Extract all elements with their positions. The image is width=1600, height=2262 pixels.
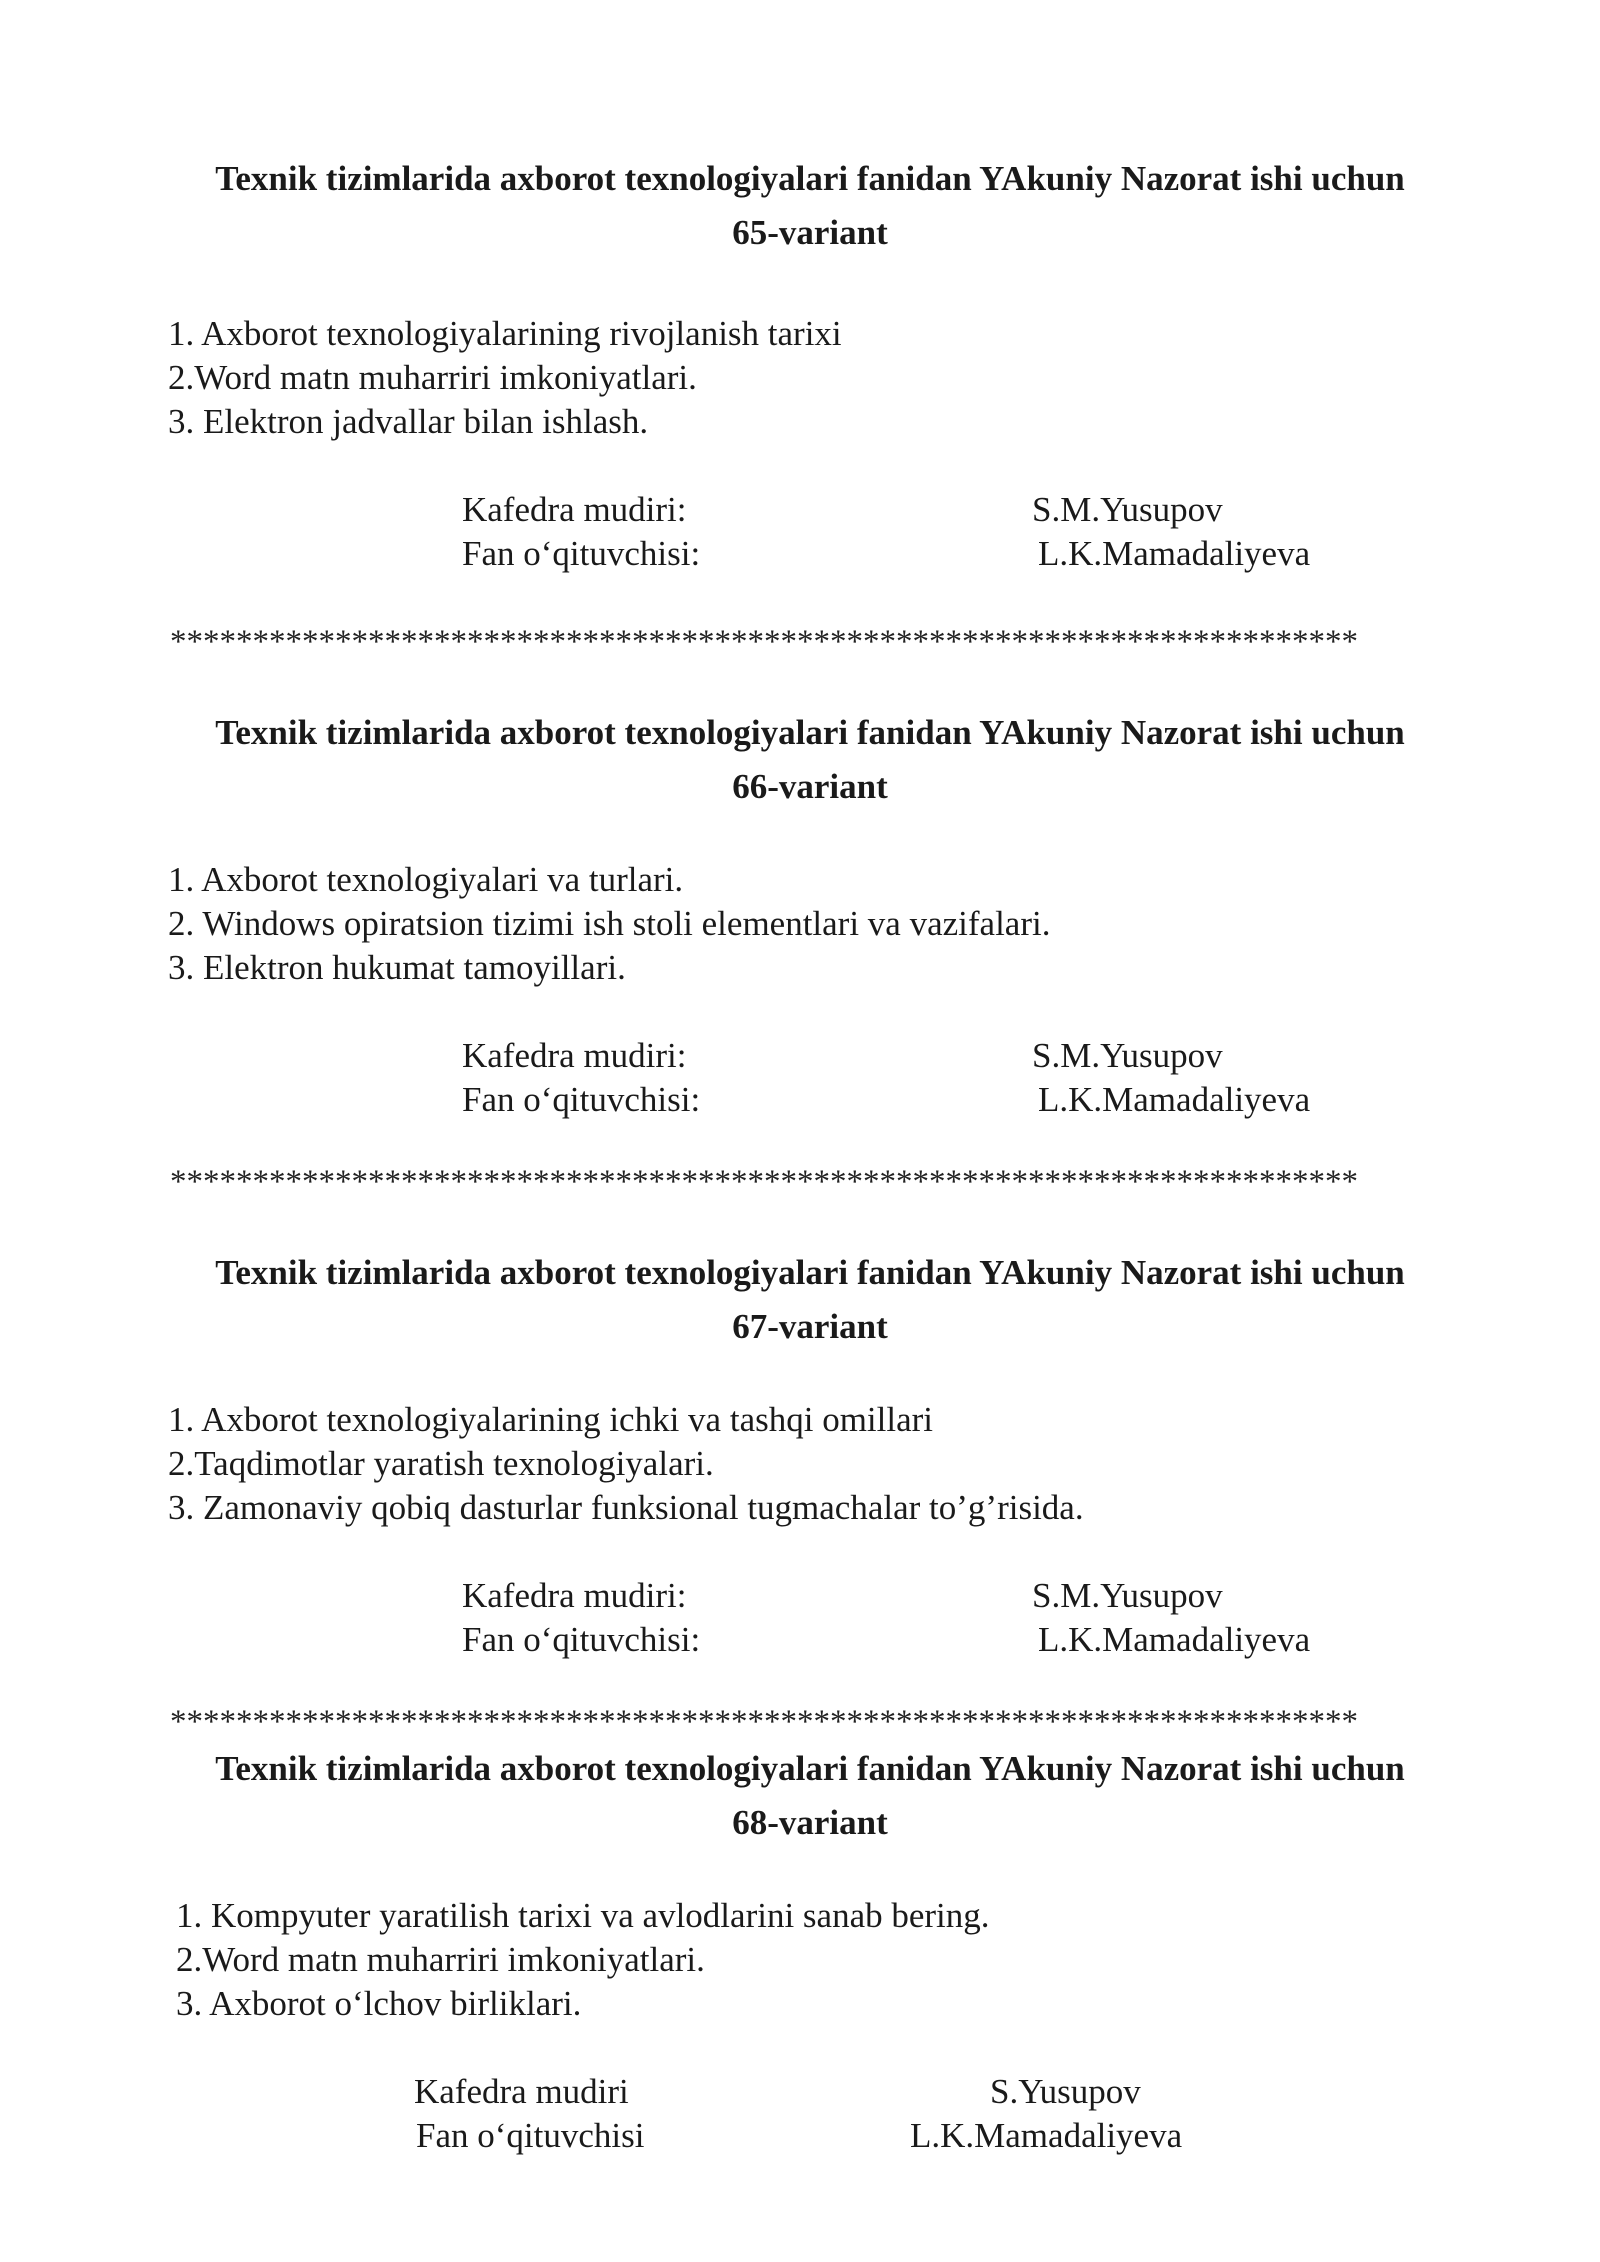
variant-title	[160, 152, 1460, 260]
signature-label: Fan o‘qituvchisi:	[462, 1080, 701, 1119]
signature-name: S.M.Yusupov	[1032, 1576, 1223, 1615]
question-item: 2.Word matn muharriri imkoniyatlari.	[176, 1940, 705, 1979]
question-item: 3. Elektron jadvallar bilan ishlash.	[168, 402, 649, 441]
signature-name: S.M.Yusupov	[1032, 490, 1223, 529]
signature-label: Kafedra mudiri	[414, 2072, 629, 2111]
signature-name: L.K.Mamadaliyeva	[910, 2116, 1183, 2155]
question-list	[176, 1894, 990, 2026]
signature-label: Kafedra mudiri:	[462, 1576, 687, 1615]
signature-label: Kafedra mudiri:	[462, 1036, 687, 1075]
signature-label: Fan o‘qituvchisi	[416, 2116, 645, 2155]
signature-label: Kafedra mudiri:	[462, 490, 687, 529]
separator-line: ************************************************************************	[170, 624, 1358, 660]
question-list	[168, 1398, 1084, 1530]
title-text: Texnik tizimlarida axborot texnologiyalari fanidan YAkuniy Nazorat ishi uchun	[215, 713, 1405, 752]
question-item: 2.Taqdimotlar yaratish texnologiyalari.	[168, 1444, 714, 1483]
separator-line: ************************************************************************	[170, 1704, 1358, 1740]
question-item: 1. Kompyuter yaratilish tarixi va avlodlarini sanab bering.	[176, 1896, 990, 1935]
signature-label: Fan o‘qituvchisi:	[462, 534, 701, 573]
question-list	[168, 858, 1050, 990]
question-item: 2. Windows opiratsion tizimi ish stoli elementlari va vazifalari.	[168, 904, 1051, 943]
signature-name: S.M.Yusupov	[1032, 1036, 1223, 1075]
title-text: Texnik tizimlarida axborot texnologiyalari fanidan YAkuniy Nazorat ishi uchun	[215, 159, 1405, 198]
question-item: 3. Axborot o‘lchov birliklari.	[176, 1984, 582, 2023]
variant-number: 66-variant	[732, 767, 888, 806]
signature-name: L.K.Mamadaliyeva	[1038, 1080, 1311, 1119]
question-item: 3. Elektron hukumat tamoyillari.	[168, 948, 626, 987]
variant-title	[160, 1246, 1460, 1354]
signature-label: Fan o‘qituvchisi:	[462, 1620, 701, 1659]
variant-title	[160, 1742, 1460, 1850]
signature-name: L.K.Mamadaliyeva	[1038, 534, 1311, 573]
variant-number: 68-variant	[732, 1803, 888, 1842]
separator-line: ************************************************************************	[170, 1164, 1358, 1200]
title-text: Texnik tizimlarida axborot texnologiyalari fanidan YAkuniy Nazorat ishi uchun	[215, 1749, 1405, 1788]
question-item: 1. Axborot texnologiyalari va turlari.	[168, 860, 684, 899]
variant-number: 65-variant	[732, 213, 888, 252]
signature-name: S.Yusupov	[990, 2072, 1141, 2111]
question-item: 1. Axborot texnologiyalarining rivojlanish tarixi	[168, 314, 842, 353]
question-item: 1. Axborot texnologiyalarining ichki va tashqi omillari	[168, 1400, 934, 1439]
title-text: Texnik tizimlarida axborot texnologiyalari fanidan YAkuniy Nazorat ishi uchun	[215, 1253, 1405, 1292]
question-item: 2.Word matn muharriri imkoniyatlari.	[168, 358, 697, 397]
question-list	[168, 312, 842, 444]
question-item: 3. Zamonaviy qobiq dasturlar funksional tugmachalar to’g’risida.	[168, 1488, 1084, 1527]
signature-name: L.K.Mamadaliyeva	[1038, 1620, 1311, 1659]
variant-title	[160, 706, 1460, 814]
variant-number: 67-variant	[732, 1307, 888, 1346]
